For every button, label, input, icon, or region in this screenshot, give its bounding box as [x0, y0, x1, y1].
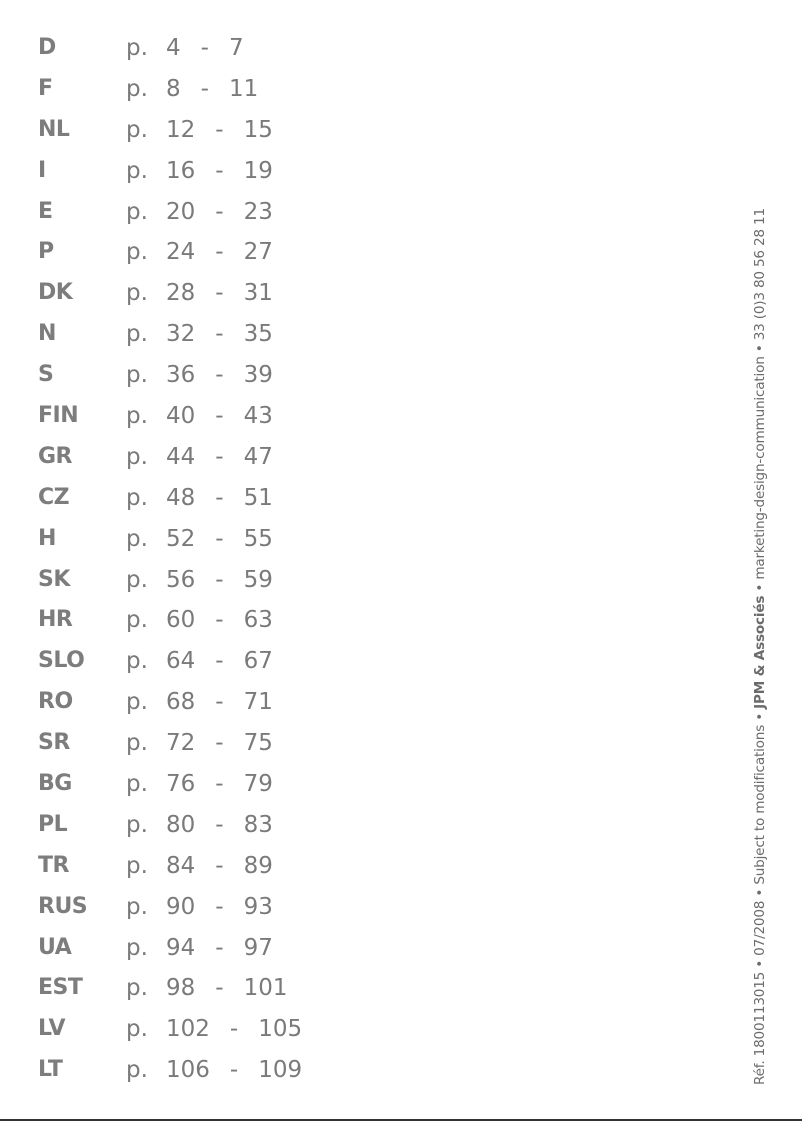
- index-row: [38, 723, 378, 764]
- page-end: 105: [258, 1016, 303, 1043]
- range-dash: -: [229, 1016, 239, 1043]
- page-end: 93: [243, 893, 273, 920]
- range-dash: -: [215, 116, 224, 143]
- index-row: [38, 110, 378, 151]
- page-range: [126, 764, 273, 805]
- language-code: N: [38, 321, 56, 347]
- page-range: [126, 192, 273, 233]
- page-range: [126, 1050, 302, 1091]
- page-range: [126, 846, 273, 887]
- page-start: 4: [166, 35, 181, 61]
- reference-note-text: [745, 208, 775, 1085]
- language-code: H: [38, 525, 56, 551]
- page-prefix: p.: [126, 852, 148, 879]
- page-range: [126, 805, 273, 846]
- range-dash: -: [215, 730, 224, 757]
- index-row: [38, 846, 378, 887]
- range-dash: -: [215, 484, 224, 511]
- index-row: [38, 396, 378, 437]
- language-code: I: [38, 157, 46, 183]
- language-code: SLO: [38, 648, 85, 674]
- range-dash: -: [215, 157, 224, 184]
- page-start: 56: [166, 566, 196, 593]
- page-prefix: p.: [126, 116, 148, 143]
- page-prefix: p.: [126, 75, 148, 102]
- range-dash: -: [215, 893, 224, 920]
- page-range: [126, 560, 273, 601]
- page-prefix: p.: [126, 1057, 148, 1084]
- page-start: 68: [166, 689, 196, 716]
- page-end: 79: [243, 771, 273, 798]
- page-start: 44: [166, 443, 196, 470]
- page-range: [126, 355, 273, 396]
- page-start: 98: [166, 975, 196, 1002]
- page-prefix: p.: [126, 607, 148, 634]
- index-row: [38, 928, 378, 969]
- page-end: 47: [243, 443, 273, 470]
- range-dash: -: [229, 1057, 239, 1084]
- language-code: RO: [38, 689, 73, 715]
- page-end: 51: [243, 484, 273, 511]
- page-prefix: p.: [126, 566, 148, 593]
- page-end: 101: [243, 975, 288, 1002]
- page-end: 15: [243, 116, 273, 143]
- page-start: 94: [166, 934, 196, 961]
- page-end: 35: [243, 321, 273, 348]
- page-start: 8: [166, 75, 181, 102]
- index-row: [38, 1009, 378, 1050]
- index-row: [38, 69, 378, 110]
- page-start: 52: [166, 525, 196, 552]
- range-dash: -: [215, 607, 224, 634]
- page-start: 106: [166, 1057, 210, 1084]
- page-prefix: p.: [126, 403, 148, 430]
- language-code: RUS: [38, 893, 88, 919]
- range-dash: -: [215, 443, 224, 470]
- range-dash: -: [215, 648, 224, 675]
- range-dash: -: [215, 362, 224, 389]
- index-row: [38, 273, 378, 314]
- index-row: [38, 968, 378, 1009]
- page-end: 67: [243, 648, 273, 675]
- language-code: GR: [38, 443, 72, 469]
- page-range: [126, 232, 273, 273]
- page-range: [126, 478, 273, 519]
- page-range: [126, 1009, 302, 1050]
- page-start: 76: [166, 771, 196, 798]
- language-page-index: [38, 28, 378, 1091]
- page-prefix: p.: [126, 362, 148, 389]
- index-row: [38, 641, 378, 682]
- page-start: 36: [166, 362, 196, 389]
- index-row: [38, 519, 378, 560]
- page-prefix: p.: [126, 443, 148, 470]
- language-code: CZ: [38, 484, 70, 510]
- page-end: 63: [243, 607, 273, 634]
- page-range: [126, 600, 273, 641]
- index-row: [38, 478, 378, 519]
- page-range: [126, 151, 273, 192]
- page-end: 71: [243, 689, 273, 716]
- page-range: [126, 396, 273, 437]
- language-code: LT: [38, 1057, 63, 1083]
- language-code: E: [38, 198, 53, 224]
- language-code: P: [38, 239, 54, 265]
- page-prefix: p.: [126, 893, 148, 920]
- page-end: 7: [228, 35, 244, 61]
- page-prefix: p.: [126, 239, 148, 266]
- language-code: S: [38, 362, 54, 388]
- language-code: SR: [38, 730, 70, 756]
- page-start: 24: [166, 239, 196, 266]
- language-code: F: [38, 75, 53, 101]
- page-prefix: p.: [126, 648, 148, 675]
- index-row: [38, 764, 378, 805]
- page-end: 43: [243, 403, 273, 430]
- page-start: 72: [166, 730, 196, 757]
- index-row: [38, 232, 378, 273]
- page-range: [126, 968, 288, 1009]
- index-row: [38, 805, 378, 846]
- index-row: [38, 887, 378, 928]
- index-row: [38, 192, 378, 233]
- language-code: DK: [38, 280, 73, 306]
- page-end: 89: [243, 852, 273, 879]
- range-dash: -: [215, 934, 224, 961]
- range-dash: -: [215, 525, 224, 552]
- index-row: [38, 314, 378, 355]
- index-row: [38, 600, 378, 641]
- page-end: 109: [258, 1057, 303, 1084]
- page-end: 59: [243, 566, 273, 593]
- page-start: 90: [166, 893, 196, 920]
- page-end: 97: [243, 934, 273, 961]
- page-range: [126, 682, 273, 723]
- range-dash: -: [215, 239, 224, 266]
- page-range: [126, 723, 273, 764]
- reference-note-part-2: • marketing-design-communication • 33 (0)3 80 56 28 11: [752, 208, 768, 596]
- page-end: 55: [243, 525, 273, 552]
- page-start: 32: [166, 321, 196, 348]
- index-row: [38, 1050, 378, 1091]
- range-dash: -: [215, 321, 224, 348]
- index-row: [38, 151, 378, 192]
- page-end: 23: [243, 198, 273, 225]
- page-start: 28: [166, 280, 196, 307]
- page-start: 48: [166, 484, 196, 511]
- page-prefix: p.: [126, 525, 148, 552]
- range-dash: -: [215, 852, 224, 879]
- page-range: [126, 69, 258, 110]
- page-prefix: p.: [126, 689, 148, 716]
- language-code: TR: [38, 852, 69, 878]
- language-code: EST: [38, 975, 83, 1001]
- page-range: [126, 437, 273, 478]
- page-prefix: p.: [126, 280, 148, 307]
- page-prefix: p.: [126, 811, 148, 838]
- range-dash: -: [215, 771, 224, 798]
- page-prefix: p.: [126, 484, 148, 511]
- page-start: 16: [166, 157, 196, 184]
- page-start: 102: [166, 1016, 210, 1043]
- range-dash: -: [215, 280, 224, 307]
- page-end: 75: [243, 730, 273, 757]
- language-code: SK: [38, 566, 70, 592]
- page-end: 83: [243, 811, 273, 838]
- page-range: [126, 314, 273, 355]
- index-row: [38, 437, 378, 478]
- range-dash: -: [215, 811, 224, 838]
- language-code: BG: [38, 771, 72, 797]
- vertical-reference-note: [745, 208, 775, 1085]
- page-end: 39: [243, 362, 273, 389]
- page-prefix: p.: [126, 975, 148, 1002]
- language-code: UA: [38, 934, 72, 960]
- page-start: 80: [166, 811, 196, 838]
- page-range: [126, 887, 273, 928]
- page-end: 27: [243, 239, 273, 266]
- page-start: 40: [166, 403, 196, 430]
- page-range: [126, 519, 273, 560]
- page-prefix: p.: [126, 321, 148, 348]
- page-start: 84: [166, 852, 196, 879]
- index-row: [38, 560, 378, 601]
- page-range: [126, 641, 273, 682]
- page-prefix: p.: [126, 730, 148, 757]
- range-dash: -: [200, 75, 209, 102]
- language-code: FIN: [38, 403, 79, 429]
- language-code: PL: [38, 811, 68, 837]
- page-prefix: p.: [126, 35, 148, 61]
- page-range: [126, 110, 273, 151]
- page-prefix: p.: [126, 198, 148, 225]
- page-prefix: p.: [126, 157, 148, 184]
- index-row: [38, 355, 378, 396]
- agency-name: JPM & Associés: [752, 595, 768, 709]
- range-dash: -: [215, 403, 224, 430]
- page-start: 20: [166, 198, 196, 225]
- page-end: 31: [243, 280, 273, 307]
- language-code: NL: [38, 116, 70, 142]
- index-row: [38, 682, 378, 723]
- page-start: 12: [166, 116, 196, 143]
- range-dash: -: [215, 975, 224, 1002]
- page-range: [126, 928, 273, 969]
- page-range: [126, 273, 273, 314]
- page-end: 19: [243, 157, 273, 184]
- range-dash: -: [215, 566, 224, 593]
- index-row: [38, 28, 378, 69]
- range-dash: -: [215, 198, 224, 225]
- page-prefix: p.: [126, 1016, 148, 1043]
- page-prefix: p.: [126, 934, 148, 961]
- language-code: LV: [38, 1016, 66, 1042]
- language-code: HR: [38, 607, 73, 633]
- page-prefix: p.: [126, 771, 148, 798]
- page-end: 11: [228, 75, 259, 102]
- range-dash: -: [215, 689, 224, 716]
- page-start: 64: [166, 648, 196, 675]
- reference-note-part-1: Réf. 1800113015 • 07/2008 • Subject to modifications •: [752, 708, 768, 1085]
- language-code: D: [38, 35, 56, 60]
- page-range: [126, 28, 244, 69]
- page-start: 60: [166, 607, 196, 634]
- range-dash: -: [200, 35, 209, 61]
